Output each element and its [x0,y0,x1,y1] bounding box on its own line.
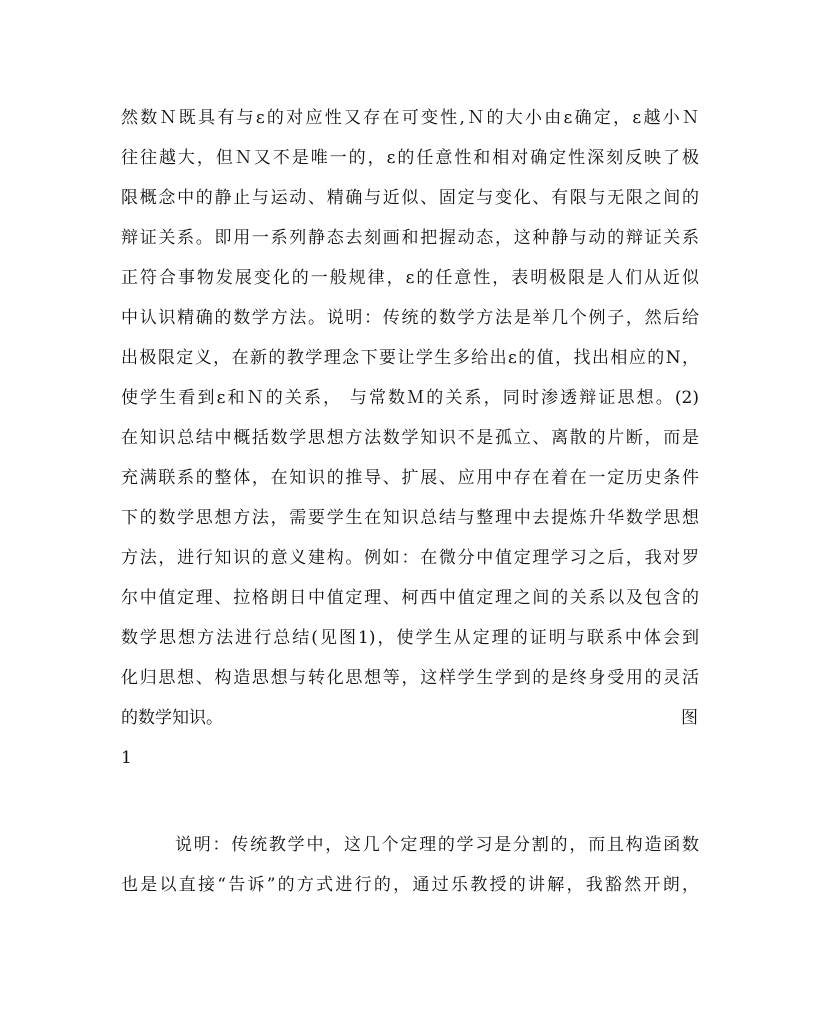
paragraph-line: 方法，进行知识的意义建构。例如：在微分中值定理学习之后，我对罗 [121,548,699,568]
paragraph2-line: 也是以直接“告诉”的方式进行的，通过乐教授的讲解，我豁然开朗， [121,875,699,895]
paragraph-line: 使学生看到ε和Ｎ的关系， 与常数Ｍ的关系，同时渗透辩证思想。(2) [121,388,699,408]
figure-label: 图 [681,708,698,728]
paragraph-line: 在知识总结中概括数学思想方法数学知识不是孤立、离散的片断，而是 [121,428,699,448]
figure-number: 1 [121,748,132,768]
paragraph2-line: 说明：传统教学中，这几个定理的学习是分割的，而且构造函数 [175,835,699,855]
paragraph-line: 限概念中的静止与运动、精确与近似、固定与变化、有限与无限之间的 [121,188,699,208]
paragraph-line: 中认识精确的数学方法。说明：传统的数学方法是举几个例子，然后给 [121,308,699,328]
paragraph-line: 充满联系的整体，在知识的推导、扩展、应用中存在着在一定历史条件 [121,468,699,488]
paragraph-line: 辩证关系。即用一系列静态去刻画和把握动态，这种静与动的辩证关系 [121,228,699,248]
paragraph-line: 正符合事物发展变化的一般规律，ε的任意性，表明极限是人们从近似 [121,268,699,288]
paragraph-line: 化归思想、构造思想与转化思想等，这样学生学到的是终身受用的灵活 [121,668,699,688]
paragraph-line: 往往越大，但Ｎ又不是唯一的，ε的任意性和相对确定性深刻反映了极 [121,148,699,168]
paragraph-line: 的数学知识。 [121,708,223,728]
paragraph-line: 下的数学思想方法，需要学生在知识总结与整理中去提炼升华数学思想 [121,508,699,528]
paragraph-line: 然数Ｎ既具有与ε的对应性又存在可变性,Ｎ的大小由ε确定，ε越小Ｎ [121,108,699,128]
paragraph-line: 数学思想方法进行总结(见图1)，使学生从定理的证明与联系中体会到 [121,628,699,648]
paragraph-line: 尔中值定理、拉格朗日中值定理、柯西中值定理之间的关系以及包含的 [121,588,699,608]
paragraph-line: 出极限定义，在新的教学理念下要让学生多给出ε的值，找出相应的N， [121,348,699,368]
